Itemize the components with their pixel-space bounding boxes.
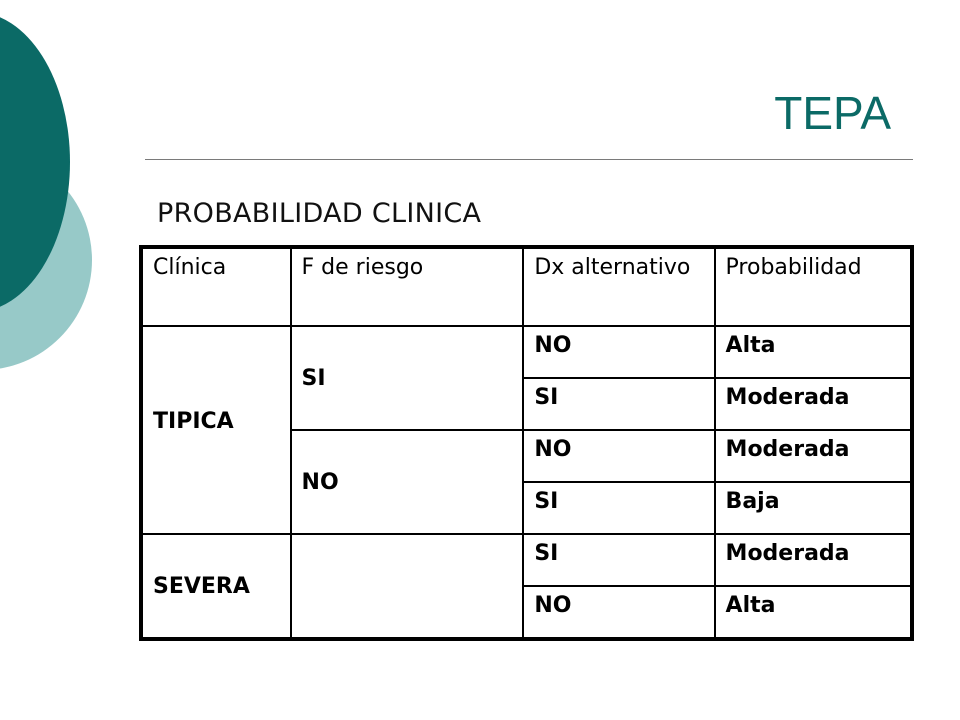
- clinica-cell: SEVERA: [141, 534, 291, 639]
- clinica-cell: TIPICA: [141, 326, 291, 534]
- slide-title: TEPA: [774, 87, 891, 139]
- dx-cell: NO: [523, 586, 714, 639]
- probabilidad-cell: Baja: [715, 482, 912, 534]
- dx-cell: SI: [523, 378, 714, 430]
- riesgo-cell: SI: [291, 326, 524, 430]
- header-riesgo: F de riesgo: [291, 247, 524, 326]
- table-header-row: [141, 247, 912, 326]
- header-clinica: Clínica: [141, 247, 291, 326]
- probabilidad-cell: Moderada: [715, 430, 912, 482]
- header-dx: Dx alternativo: [523, 247, 714, 326]
- probability-table: [139, 245, 914, 641]
- probabilidad-cell: Moderada: [715, 534, 912, 586]
- riesgo-cell: NO: [291, 430, 524, 534]
- probabilidad-cell: Moderada: [715, 378, 912, 430]
- probabilidad-cell: Alta: [715, 326, 912, 378]
- dx-cell: NO: [523, 430, 714, 482]
- title-divider: [145, 159, 913, 160]
- decorative-circles: [0, 0, 120, 400]
- dx-cell: SI: [523, 534, 714, 586]
- dx-cell: SI: [523, 482, 714, 534]
- slide-subtitle: PROBABILIDAD CLINICA: [157, 198, 482, 229]
- riesgo-cell: [291, 534, 524, 639]
- table-row: [141, 326, 912, 378]
- dx-cell: NO: [523, 326, 714, 378]
- table-row: [141, 534, 912, 586]
- header-probabilidad: Probabilidad: [715, 247, 912, 326]
- probabilidad-cell: Alta: [715, 586, 912, 639]
